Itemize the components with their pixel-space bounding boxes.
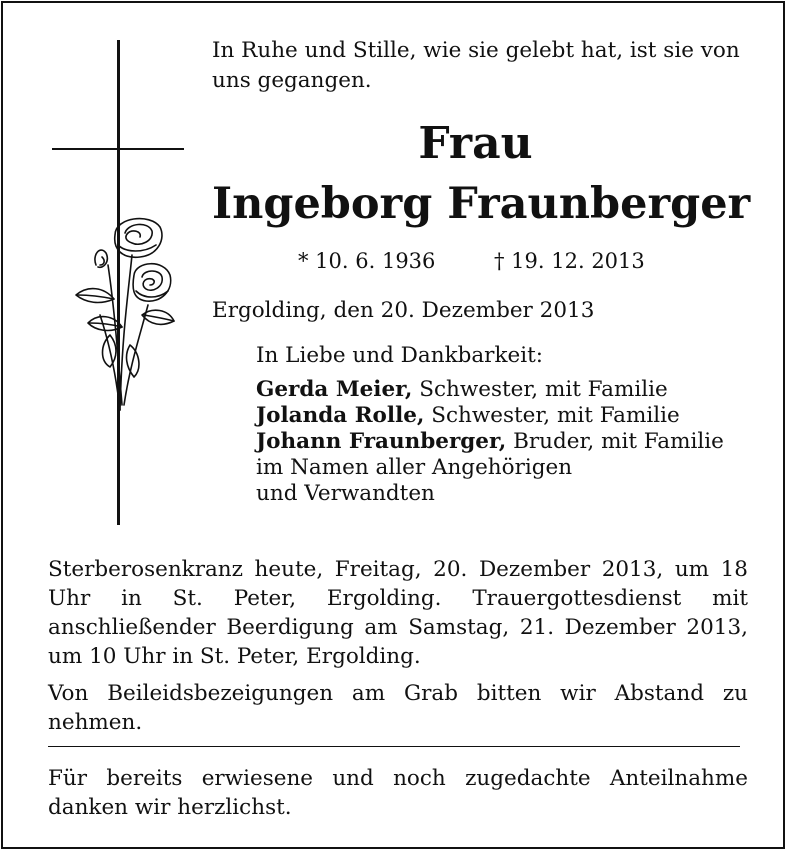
mourners-closing-1: im Namen aller Angehörigen (256, 455, 573, 480)
motto: In Ruhe und Stille, wie sie gelebt hat, ist sie von uns gegangen. (212, 38, 740, 93)
mourners-intro: In Liebe und Dankbarkeit: (256, 343, 543, 368)
birth-date: * 10. 6. 1936 (298, 249, 436, 273)
rosary-announcement: Sterberosenkranz heute, Freitag, 20. Dezember 2013, um 18 Uhr in St. Peter, Ergolding. Trauergottesdienst mit anschließender Beerdigung am Samstag, 21. Dezember 2013, um 10 Uhr in St. Peter, Ergolding. (48, 557, 748, 669)
divider (48, 746, 740, 747)
salutation: Frau (418, 118, 533, 169)
mourner-name: Johann Fraunberger, (256, 429, 507, 454)
deceased-name: Ingeborg Fraunberger (212, 179, 751, 229)
mourner-entry (256, 377, 756, 403)
mourner-entry (256, 403, 756, 429)
mourner-relation: Schwester, mit Familie (424, 403, 680, 428)
mourner-relation: Schwester, mit Familie (412, 377, 668, 402)
death-date: † 19. 12. 2013 (494, 249, 645, 273)
mourners-block (256, 343, 756, 507)
condolence-request: Von Beileidsbezeigungen am Grab bitten wir Abstand zu nehmen. (48, 681, 748, 735)
thanks-note: Für bereits erwiesene und noch zugedachte Anteilnahme danken wir herzlichst. (48, 766, 748, 820)
roses-icon (70, 205, 180, 415)
mourner-entry (256, 429, 756, 455)
place-and-date: Ergolding, den 20. Dezember 2013 (212, 298, 595, 323)
mourner-name: Gerda Meier, (256, 377, 413, 402)
mourners-closing-2: und Verwandten (256, 481, 435, 506)
mourner-name: Jolanda Rolle, (256, 403, 425, 428)
cross-bar (52, 148, 184, 150)
mourner-relation: Bruder, mit Familie (506, 429, 724, 454)
